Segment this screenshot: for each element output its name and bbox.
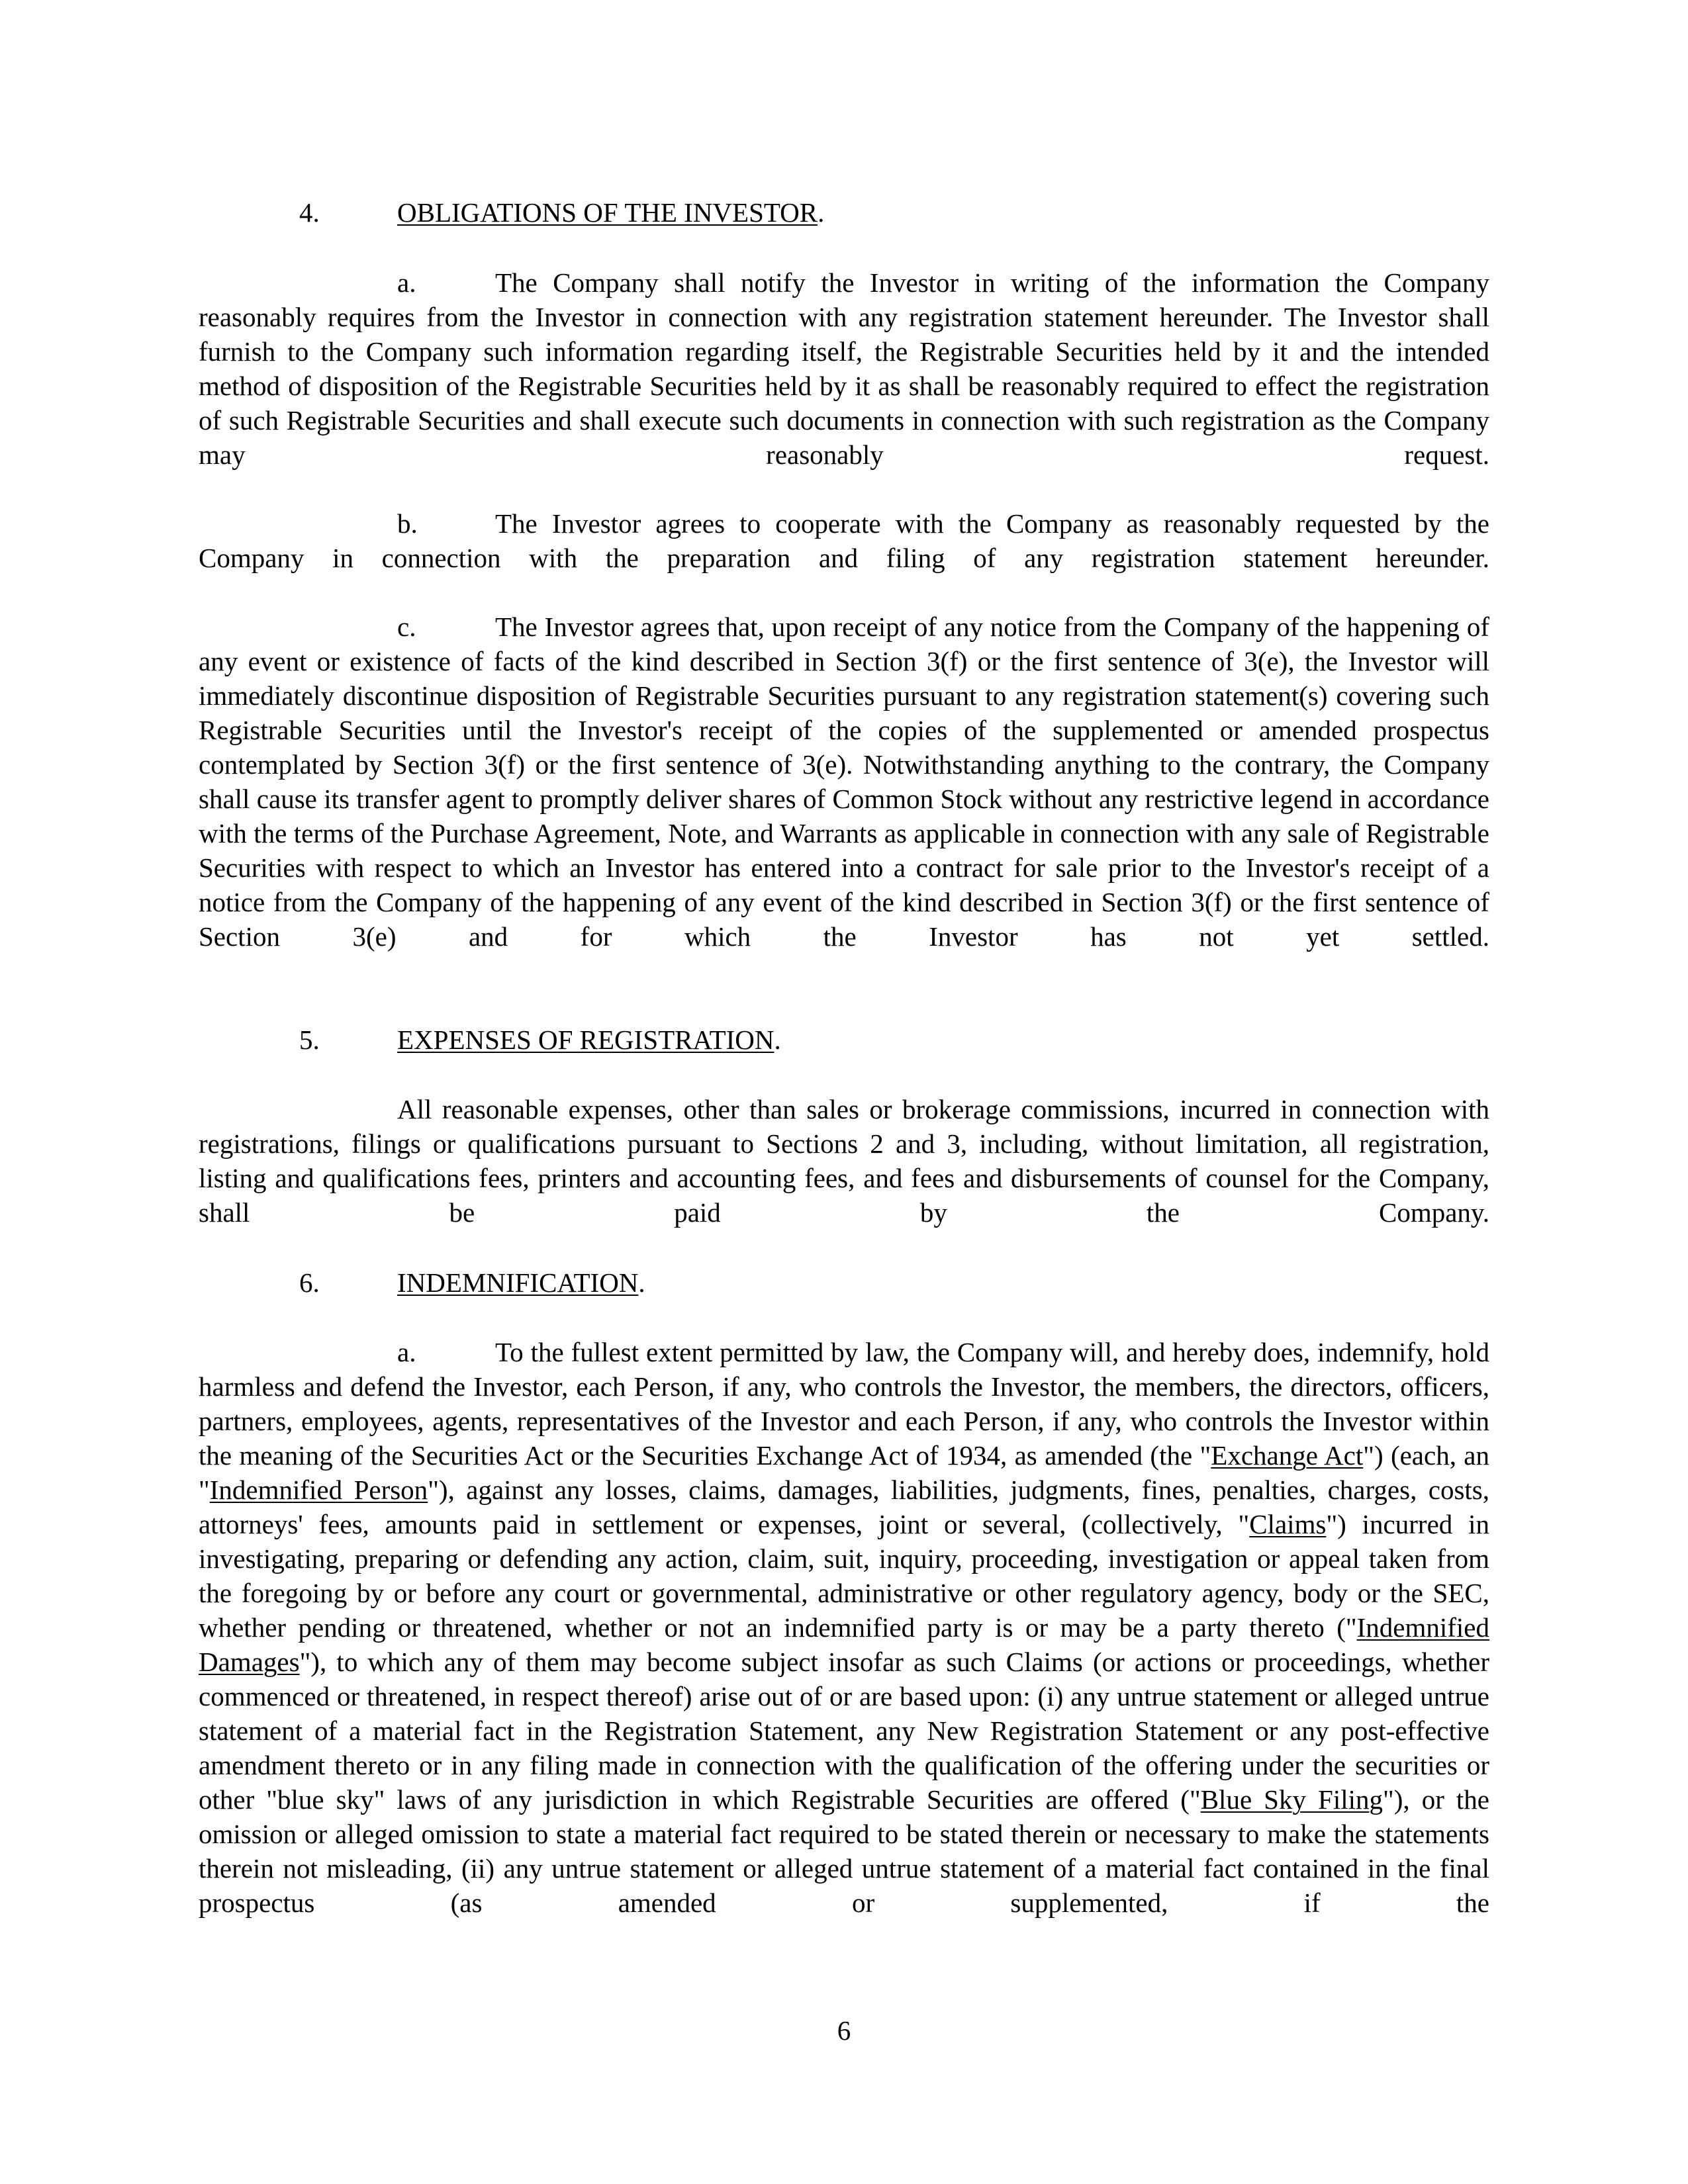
paragraph-6a: a. To the fullest extent permitted by law, the Company will, and hereby does, indemnify, hold harmless and defend the Investor, each Person, if any, who controls the Investor, the members, the directors, officers, partners, employees, agents, representatives of the Investor and each Person, if any, who controls the Investor within the meaning of the Securities Act or the Securities Exchange Act of 1934, as amended (the "Exchange Act") (each, an "Indemnified Person"), against any losses, claims, damages, liabilities, judgments, fines, penalties, charges, costs, attorneys' fees, amounts paid in settlement or expenses, joint or several, (collectively, "Claims") incurred in investigating, preparing or defending any action, claim, suit, inquiry, proceeding, investigation or appeal taken from the foregoing by or before any court or governmental, administrative or other regulatory agency, body or the SEC, whether pending or threatened, whether or not an indemnified party is or may be a party thereto ("Indemnified Damages"), to which any of them may become subject insofar as such Claims (or actions or proceedings, whether commenced or threatened, in respect thereof) arise out of or are based upon: (i) any untrue statement or alleged untrue statement of a material fact in the Registration Statement, any New Registration Statement or any post-effective amendment thereto or in any filing made in connection with the qualification of the offering under the securities or other "blue sky" laws of any jurisdiction in which Registrable Securities are offered ("Blue Sky Filing"), or the omission or alleged omission to state a material fact required to be stated therein or necessary to make the statements therein not misleading, (ii) any untrue statement or alleged untrue statement of a material fact contained in the final prospectus (as amended or supplemented, if the [199, 1335, 1489, 1954]
section-6-heading: 6. INDEMNIFICATION. [299, 1265, 645, 1300]
paragraph-label: a. [397, 1337, 416, 1367]
defined-term-exchange-act: Exchange Act [1211, 1440, 1364, 1471]
section-4-heading: 4. OBLIGATIONS OF THE INVESTOR. [299, 195, 824, 230]
defined-term-indemnified-person: Indemnified Person [209, 1475, 428, 1505]
paragraph-5 [199, 1092, 1489, 1264]
section-number: 5. [299, 1024, 320, 1055]
paragraph-4b [199, 506, 1489, 610]
defined-term-claims: Claims [1249, 1509, 1327, 1539]
paragraph-label: c. [397, 612, 416, 642]
section-title: EXPENSES OF REGISTRATION [397, 1024, 774, 1055]
section-number: 4. [299, 197, 320, 228]
section-5-heading: 5. EXPENSES OF REGISTRATION. [299, 1023, 781, 1057]
section-number: 6. [299, 1267, 320, 1298]
paragraph-label: a. [397, 267, 416, 298]
paragraph-4c [199, 610, 1489, 988]
paragraph-4a [199, 265, 1489, 506]
paragraph-label: b. [397, 508, 418, 539]
paragraph-text: The Investor agrees that, upon receipt of any notice from the Company of the happening of any event or existence of facts of the kind described in Section 3(f) or the first sentence of 3(e), the Investor will immediately discontinue disposition of Registrable Securities pursuant to any registration statement(s) covering such Registrable Securities until the Investor's receipt of the copies of the supplemented or amended prospectus contemplated by Section 3(f) or the first sentence of 3(e). Notwithstanding anything to the contrary, the Company shall cause its transfer agent to promptly deliver shares of Common Stock without any restrictive legend in accordance with the terms of the Purchase Agreement, Note, and Warrants as applicable in connection with any sale of Registrable Securities with respect to which an Investor has entered into a contract for sale prior to the Investor's receipt of a notice from the Company of the happening of any event of the kind described in Section 3(f) or the first sentence of Section 3(e) and for which the Investor has not yet settled. [199, 612, 1489, 952]
paragraph-text: The Investor agrees to cooperate with the Company as reasonably requested by the Company in connection with the preparation and filing of any registration statement hereunder. [199, 508, 1489, 573]
defined-term-indemnified-damages: Indemnified Damages [199, 1612, 1489, 1677]
paragraph-text: All reasonable expenses, other than sales or brokerage commissions, incurred in connection with registrations, filings or qualifications pursuant to Sections 2 and 3, including, without limitation, all registration, listing and qualifications fees, printers and accounting fees, and fees and disbursements of counsel for the Company, shall be paid by the Company. [199, 1094, 1489, 1228]
page-number: 6 [837, 2015, 851, 2046]
paragraph-text: The Company shall notify the Investor in writing of the information the Company reasonably requires from the Investor in connection with any registration statement hereunder. The Investor shall furnish to the Company such information regarding itself, the Registrable Securities held by it and the intended method of disposition of the Registrable Securities held by it as shall be reasonably required to effect the registration of such Registrable Securities and shall execute such documents in connection with such registration as the Company may reasonably request. [199, 267, 1489, 470]
section-title: OBLIGATIONS OF THE INVESTOR [397, 197, 818, 228]
section-title: INDEMNIFICATION [397, 1267, 639, 1298]
defined-term-blue-sky-filing: Blue Sky Filing [1200, 1784, 1383, 1815]
